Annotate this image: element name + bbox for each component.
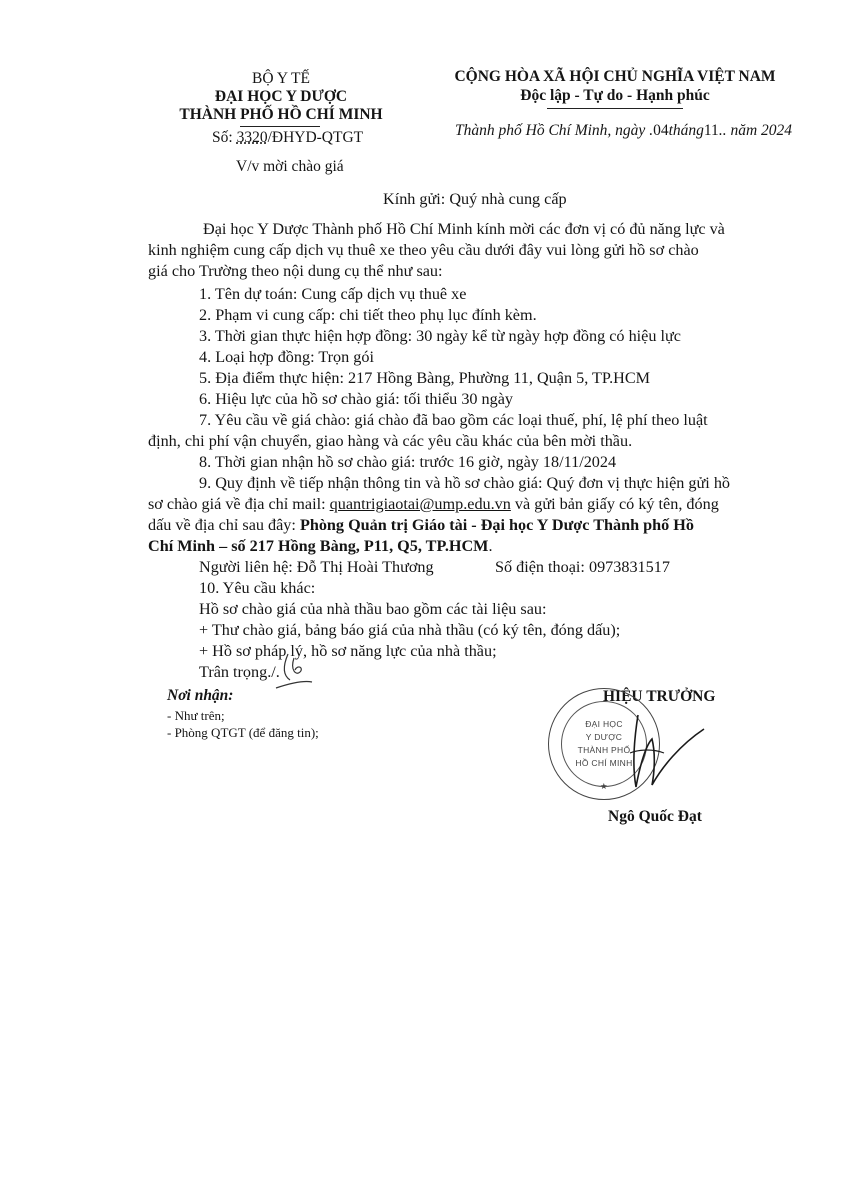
document-number-suffix: /ĐHYD-QTGT [267,129,364,146]
university-name-line2: THÀNH PHỐ HỒ CHÍ MINH [179,106,383,123]
requirement-2: + Hồ sơ pháp lý, hồ sơ năng lực của nhà thầu; [199,642,497,660]
item-10: 10. Yêu cầu khác: [199,579,316,597]
seal-text-1: ĐẠI HỌC [585,719,623,729]
header-right-rule [547,108,683,109]
item-9-line-2 [148,495,719,514]
intro-line-2: kinh nghiệm cung cấp dịch vụ thuê xe theo yêu cầu dưới đây vui lòng gửi hồ sơ chào [148,241,699,259]
document-number [212,129,363,147]
date-place: Thành phố Hồ Chí Minh, ngày [455,122,646,139]
item-9-email-suffix: và gửi bản giấy có ký tên, đóng [510,495,719,513]
item-9-line-3 [148,516,694,535]
intro-line-1: Đại học Y Dược Thành phố Hồ Chí Minh kính mời các đơn vị có đủ năng lực và [203,220,725,238]
date-month-label: tháng [668,122,704,139]
country-name: CỘNG HÒA XÃ HỘI CHỦ NGHĨA VIỆT NAM [454,68,776,85]
closing-text: Trân trọng./. [199,663,280,681]
contact-phone: Số điện thoại: 0973831517 [495,558,670,576]
national-motto: Độc lập - Tự do - Hạnh phúc [520,87,710,104]
contact-person: Người liên hệ: Đỗ Thị Hoài Thương [199,558,434,576]
document-number-prefix: Số: [212,129,237,146]
item-8: 8. Thời gian nhận hồ sơ chào giá: trước 16 giờ, ngày 18/11/2024 [199,453,617,471]
item-9-address-end: . [488,537,493,555]
initials-mark-icon [268,650,318,695]
item-9-email-prefix: sơ chào giá về địa chỉ mail: [148,495,330,513]
date-day: 04 [653,122,669,139]
item-9-address-bold: Phòng Quản trị Giáo tài - Đại học Y Dược Thành phố Hồ [299,516,694,534]
item-7-line-2: định, chi phí vận chuyển, giao hàng và các yêu cầu khác của bên mời thầu. [148,432,633,450]
item-2: 2. Phạm vi cung cấp: chi tiết theo phụ lục đính kèm. [199,306,537,324]
item-9-address-bold-2: Chí Minh – số 217 Hồng Bàng, P11, Q5, TP.HCM [148,537,489,555]
contact-email-link[interactable]: quantrigiaotai@ump.edu.vn [329,495,511,513]
item-1: 1. Tên dự toán: Cung cấp dịch vụ thuê xe [199,285,467,303]
signature-title: HIỆU TRƯỞNG [603,688,716,705]
item-9-address-prefix: dấu về địa chỉ sau đây: [148,516,300,534]
handwritten-signature [600,695,730,805]
salutation: Kính gửi: Quý nhà cung cấp [383,190,567,208]
document-date: Thành phố Hồ Chí Minh, ngày .04tháng11.. năm 2024 [455,122,793,139]
recipient-2: - Phòng QTGT (để đăng tin); [167,725,319,740]
requirements-intro: Hồ sơ chào giá của nhà thầu bao gồm các tài liệu sau: [199,600,547,618]
seal-text-4: HỒ CHÍ MINH [575,758,633,768]
date-year: năm 2024 [730,122,793,139]
date-month: 11 [703,122,719,139]
seal-text-2: Y DƯỢC [585,732,623,742]
item-6: 6. Hiệu lực của hồ sơ chào giá: tối thiểu 30 ngày [199,390,514,408]
item-9-line-1: 9. Quy định về tiếp nhận thông tin và hồ sơ chào giá: Quý đơn vị thực hiện gửi hồ [199,474,731,492]
document-subject: V/v mời chào giá [236,158,344,175]
university-name-line1: ĐẠI HỌC Y DƯỢC [214,88,348,105]
item-3: 3. Thời gian thực hiện hợp đồng: 30 ngày kể từ ngày hợp đồng có hiệu lực [199,327,681,345]
item-9-line-4 [148,537,493,556]
item-7-line-1: 7. Yêu cầu về giá chào: giá chào đã bao gồm các loại thuế, phí, lệ phí theo luật [199,411,708,429]
seal-star-icon: ★ [600,781,608,791]
item-5: 5. Địa điểm thực hiện: 217 Hồng Bàng, Phường 11, Quận 5, TP.HCM [199,369,651,387]
ministry-name: BỘ Y TẾ [252,70,310,87]
item-4: 4. Loại hợp đồng: Trọn gói [199,348,374,366]
seal-text-3: THÀNH PHỐ [577,745,631,755]
requirement-1: + Thư chào giá, bảng báo giá của nhà thầu (có ký tên, đóng dấu); [199,621,621,639]
intro-line-3: giá cho Trường theo nội dung cụ thể như sau: [148,262,443,280]
signatory-name: Ngô Quốc Đạt [608,808,702,825]
document-number-value: 3320 [236,129,268,146]
recipients-title: Nơi nhận: [167,687,234,704]
header-left-rule [240,126,320,127]
recipient-1: - Như trên; [167,708,225,723]
